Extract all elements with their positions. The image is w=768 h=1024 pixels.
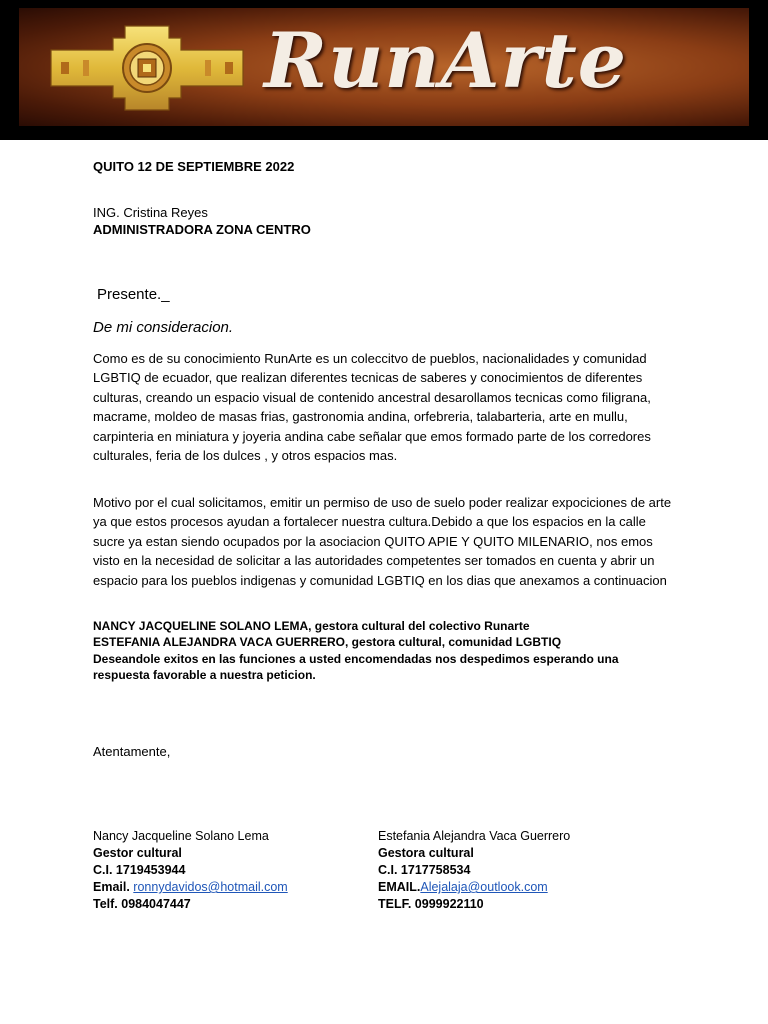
farewell-line-2: respuesta favorable a nuestra peticion. [93,668,316,682]
signatory-role: Gestor cultural [93,846,182,860]
signatory-2-block [378,828,570,913]
brand-logo-text: RunArte [264,16,628,105]
banner-background [19,8,749,126]
email-label: Email. [93,880,134,894]
body-paragraph-1: Como es de su conocimiento RunArte es un coleccitvo de pueblos, nacionalidades y comunidad LGBTIQ de ecuador, que realizan diferentes tecnicas de saberes y conocimientos de diferentes culturas, creando un espacio visual de contenido ancestral desarollamos tecnicas como filigrana, macrame, moldeo de masas frias, gastronomia andina, orfebreria, talabarteria, arte en mullu, carpinteria en miniatura y joyeria andina cabe señalar que emos formado parte de los corredores culturales, feria de los dulces , y otros espacios mas. [93,351,651,464]
signers-line-1: NANCY JACQUELINE SOLANO LEMA, gestora cultural del colectivo Runarte [93,619,530,633]
signatory-1-block [93,828,288,913]
presente-line: Presente._ [97,286,170,303]
header-banner [0,0,768,140]
email-label: EMAIL. [378,880,421,894]
signatory-ci: C.I. 1717758534 [378,863,471,877]
signers-line-2: ESTEFANIA ALEJANDRA VACA GUERRERO, gestora cultural, comunidad LGBTIQ [93,635,562,649]
recipient-title: ADMINISTRADORA ZONA CENTRO [93,222,311,237]
signatory-ci: C.I. 1719453944 [93,863,186,877]
body-paragraph-2: Motivo por el cual solicitamos, emitir un permiso de uso de suelo poder realizar expociciones de arte ya que estos procesos ayudan a fortalecer nuestra cultura.Debido a que los espacios en la calle sucre ya estan siendo ocupados por la asociacion QUITO APIE Y QUITO MILENARIO, nos emos visto en la necesidad de solicitar a las autoridades competentes ser tomados en cuenta y abrir un espacio para los pueblos indigenas y comunidad LGBTIQ en los dias que anexamos a continuacion [93,495,672,588]
salutation: De mi consideracion. [93,319,234,336]
email-link[interactable]: Alejalaja@outlook.com [420,880,548,894]
recipient-name: ING. Cristina Reyes [93,205,208,220]
andean-cross-logo [47,22,247,114]
signatory-name: Estefania Alejandra Vaca Guerrero [378,829,571,843]
letter-date: QUITO 12 DE SEPTIEMBRE 2022 [93,159,295,174]
closing: Atentamente, [93,744,171,759]
signatory-role: Gestora cultural [378,846,474,860]
signatory-phone: TELF. 0999922110 [378,897,484,911]
farewell-line-1: Deseandole exitos en las funciones a usted encomendadas nos despedimos esperando una [93,652,619,666]
signatory-name: Nancy Jacqueline Solano Lema [93,829,269,843]
email-link[interactable]: ronnydavidos@hotmail.com [133,880,288,894]
signatory-phone: Telf. 0984047447 [93,897,191,911]
